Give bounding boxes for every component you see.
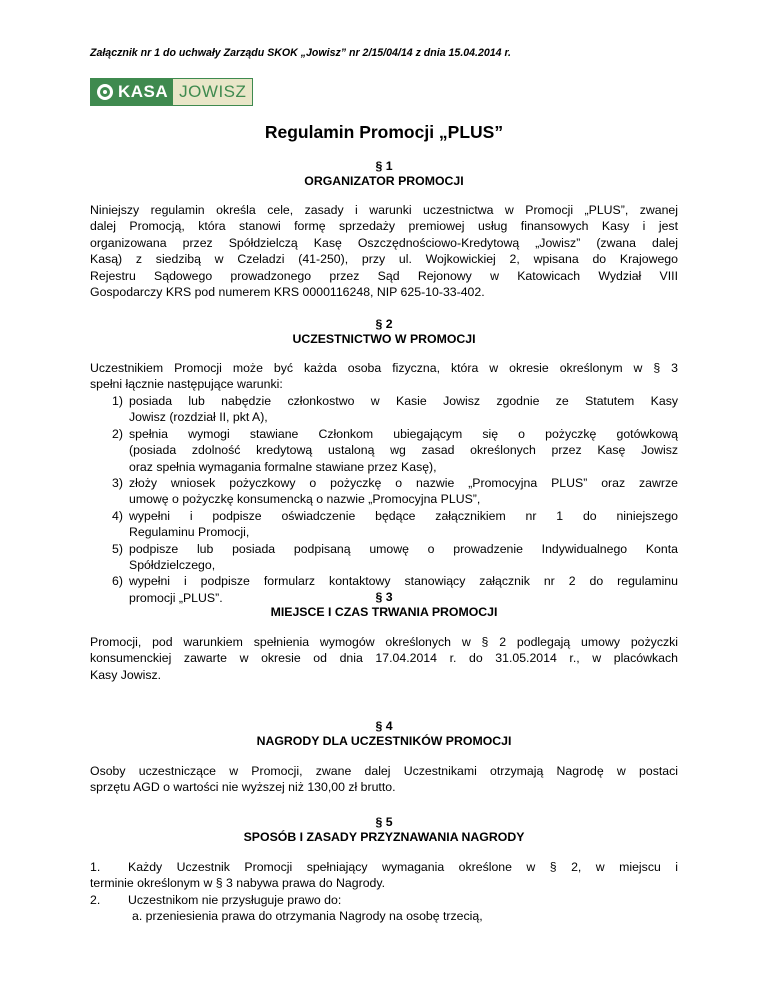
section-5-heading: SPOSÓB I ZASADY PRZYZNAWANIA NAGRODY — [243, 830, 525, 844]
section-5-subpoint-a: a. przeniesienia prawa do otrzymania Nagrody na osobę trzecią, — [132, 909, 483, 923]
section-4-heading: NAGRODY DLA UCZESTNIKÓW PROMOCJI — [256, 734, 512, 748]
section-2-heading: UCZESTNICTWO W PROMOCJI — [292, 332, 476, 346]
list-item: 1) posiada lub nabędzie członkostwo w Kasie Jowisz zgodnie ze Statutem Kasy Jowisz (rozdział II, pkt A), — [112, 394, 678, 425]
attachment-note: Załącznik nr 1 do uchwały Zarządu SKOK „Jowisz” nr 2/15/04/14 z dnia 15.04.2014 r. — [90, 47, 511, 59]
logo-jowisz-text: JOWISZ — [173, 79, 252, 105]
logo-kasa-text: KASA — [118, 82, 169, 101]
kasa-jowisz-logo — [90, 78, 253, 106]
section-2-intro: Uczestnikiem Promocji może być każda osoba fizyczna, która w okresie określonym w § 3 spełni łącznie następujące warunki: — [90, 361, 678, 392]
section-3-heading: MIEJSCE I CZAS TRWANIA PROMOCJI — [270, 605, 498, 619]
kasa-emblem-icon — [97, 84, 113, 100]
section-2-conditions-list — [112, 393, 678, 606]
section-5-point-1: 1. Każdy Uczestnik Promocji spełniający wymagania określone w § 2, w miejscu i terminie określonym w § 3 nabywa prawa do Nagrody. — [90, 860, 678, 891]
list-item: 3) złoży wniosek pożyczkowy o pożyczkę o nazwie „Promocyjna PLUS” oraz zawrze umowę o pożyczkę konsumencką o nazwie „Promocyjna PLUS”, — [112, 476, 678, 507]
document-title: Regulamin Promocji „PLUS” — [264, 122, 504, 142]
section-1-heading: ORGANIZATOR PROMOCJI — [304, 174, 464, 188]
section-1-number: § 1 — [375, 159, 393, 173]
section-5-point-2: 2. Uczestnikom nie przysługuje prawo do: — [90, 893, 342, 907]
section-1-paragraph: Niniejszy regulamin określa cele, zasady i warunki uczestnictwa w Promocji „PLUS”, zwanej dalej Promocją, która stanowi formę sprzedaży premiowej usług finansowych Kasy i jest organizowana przez Spółdzielczą Kasę Oszczędnościowo-Kredytową „Jowisz” (zwana dalej Kasą) z siedzibą w Czeladzi (41-250), przy ul. Wojkowickiej 2, wpisana do Krajowego Rejestru Sądowego prowadzonego przez Sąd Rejonowy w Katowicach Wydział VIII Gospodarczy KRS pod numerem KRS 0000116248, NIP 625-10-33-402. — [90, 203, 678, 300]
section-3-paragraph: Promocji, pod warunkiem spełnienia wymogów określonych w § 2 podlegają umowy pożyczki konsumenckiej zawarte w okresie od dnia 17.04.2014 r. do 31.05.2014 r., w placówkach Kasy Jowisz. — [90, 635, 678, 682]
section-2-number: § 2 — [375, 317, 393, 331]
list-item: 6) wypełni i podpisze formularz kontaktowy stanowiący załącznik nr 2 do regulaminu promocji „PLUS”. — [112, 574, 678, 605]
list-item: 2) spełnia wymogi stawiane Członkom ubiegającym się o pożyczkę gotówkową (posiada zdolność kredytową ustaloną wg zasad określonych przez Kasę Jowisz oraz spełnia wymagania formalne stawiane przez Kasę), — [112, 426, 678, 474]
section-4-number: § 4 — [375, 719, 393, 733]
list-item: 5) podpisze lub posiada podpisaną umowę o prowadzenie Indywidualnego Konta Spółdzielczego, — [112, 541, 678, 573]
section-3-number: § 3 — [375, 590, 393, 604]
section-5-number: § 5 — [375, 815, 393, 829]
section-4-paragraph: Osoby uczestniczące w Promocji, zwane dalej Uczestnikami otrzymają Nagrodę w postaci sprzętu AGD o wartości nie wyższej niż 130,00 zł brutto. — [90, 764, 678, 795]
list-item: 4) wypełni i podpisze oświadczenie będące załącznikiem nr 1 do niniejszego Regulaminu Promocji, — [112, 508, 678, 540]
